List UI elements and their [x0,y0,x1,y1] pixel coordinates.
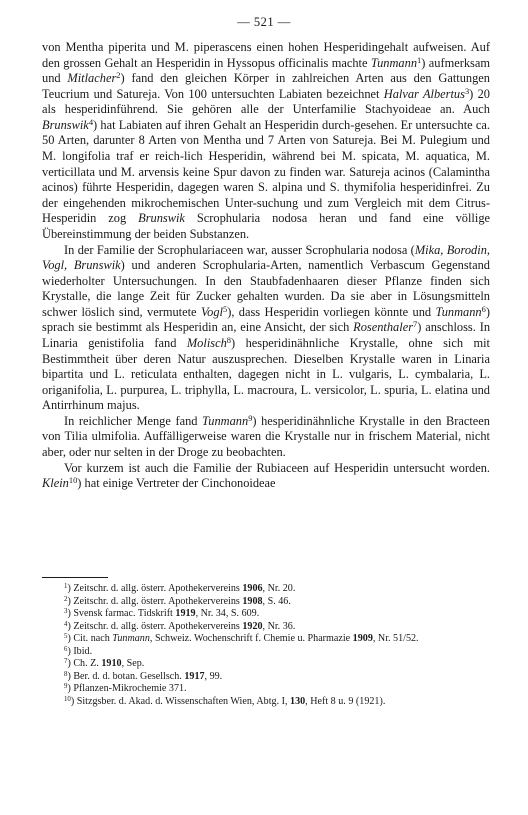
paragraph: In reichlicher Menge fand Tunmann$^9$) hesperidinähnliche Krystalle in den Bracteen von Tilia ulmifolia. Auffälligerweise waren die Krystalle nur in frischem Material, nicht aber, oder nur selten in der Droge zu beobachten. [42,413,490,460]
footnote: $^6$) Ibid. [64,645,93,657]
body-text [42,40,490,492]
footnotes [42,583,490,708]
footnote: $^1$) Zeitschr. d. allg. österr. Apothekervereins 1906, Nr. 20. [64,582,296,594]
footnote: $^4$) Zeitschr. d. allg. österr. Apothekervereins 1920, Nr. 36. [64,620,296,632]
paragraph: In der Familie der Scrophulariaceen war, ausser Scrophularia nodosa (Mika, Borodin, Vogl, Brunswik) und anderen Scrophularia-Arten, namentlich Verbascum Gegenstand wiederholter Untersuchungen. In den Staubfadenhaaren dieser Pflanze finden sich Krystalle, die lange Zeit für Zucker gehalten wurden. Da sie aber in Lösungsmitteln schwer löslich sind, vermutete Vogl$^5$), dass Hesperidin vorliegen könnte und Tunmann$^6$) sprach sie bestimmt als Hesperidin an, eine Ansicht, der sich Rosenthaler$^7$) anschloss. In Linaria genistifolia fand Molisch$^8$) hesperidinähnliche Krystalle, ohne sich mit Bestimmtheit über deren Natur auszusprechen. Dieselben Krystalle waren in Linaria bipartita und L. reticulata enthalten, dagegen nicht in L. vulgaris, L. cymbalaria, L. origanifolia, L. purpurea, L. triphylla, L. macroura, L. versicolor, L. spuria, L. elatina und Antirrhinum majus. [42,242,491,413]
footnote: $^9$) Pflanzen-Mikrochemie 371. [64,683,187,695]
footnote: $^3$) Svensk farmac. Tidskrift 1919, Nr. 34, S. 609. [64,608,260,620]
page-number: — 521 — [237,15,291,29]
footnote: $^7$) Ch. Z. 1910, Sep. [64,658,145,670]
footnote: $^5$) Cit. nach Tunmann, Schweiz. Wochenschrift f. Chemie u. Pharmazie 1909, Nr. 51/52. [64,633,419,645]
paragraph: von Mentha piperita und M. piperascens einen hohen Hesperidingehalt aufweisen. Auf den grossen Gehalt an Hesperidin in Hyssopus officinalis machte Tunmann$^1$) aufmerksam und Mitlacher$^2$) fand den gleichen Körper in zahlreichen Arten aus den Gattungen Teucrium und Satureja. Von 100 untersuchten Labiaten bezeichnet Halvar Albertus$^3$) 20 als hesperidinführend. Sie gehören alle der Unterfamilie Stachyoideae an. Auch Brunswik$^4$) hat Labiaten auf ihren Gehalt an Hesperidin durch-gesehen. Er untersuchte ca. 50 Arten, darunter 8 Arten von Mentha und 7 Arten von Satureja. Bei M. Pulegium und M. longifolia traf er reich-lich Hesperidin, während bei M. spicata, M. aquatica, M. verticillata und M. arvensis keine Spur davon zu finden war. Satureja acinos (Calamintha acinos) führte Hesperidin, dagegen waren S. alpina und S. thymifolia hesperidinfrei. Zu der eingehenden mikrochemischen Unter-suchung und zum Vergleich mit dem Citrus-Hesperidin zog Brunswik Scrophularia nodosa heran und fand eine völlige Übereinstimmung der beiden Substanzen. [42,40,491,241]
footnote: $^{10}$) Sitzgsber. d. Akad. d. Wissenschaften Wien, Abtg. I, 130, Heft 8 u. 9 (1921). [64,695,386,707]
footnote: $^8$) Ber. d. d. botan. Gesellsch. 1917, 99. [64,670,223,682]
footnote: $^2$) Zeitschr. d. allg. österr. Apothekervereins 1908, S. 46. [64,595,291,607]
paragraph: Vor kurzem ist auch die Familie der Rubiaceen auf Hesperidin untersucht worden. Klein$^{10}$) hat einige Vertreter der Cinchonoideae [42,460,490,491]
footnote-divider [42,577,108,578]
